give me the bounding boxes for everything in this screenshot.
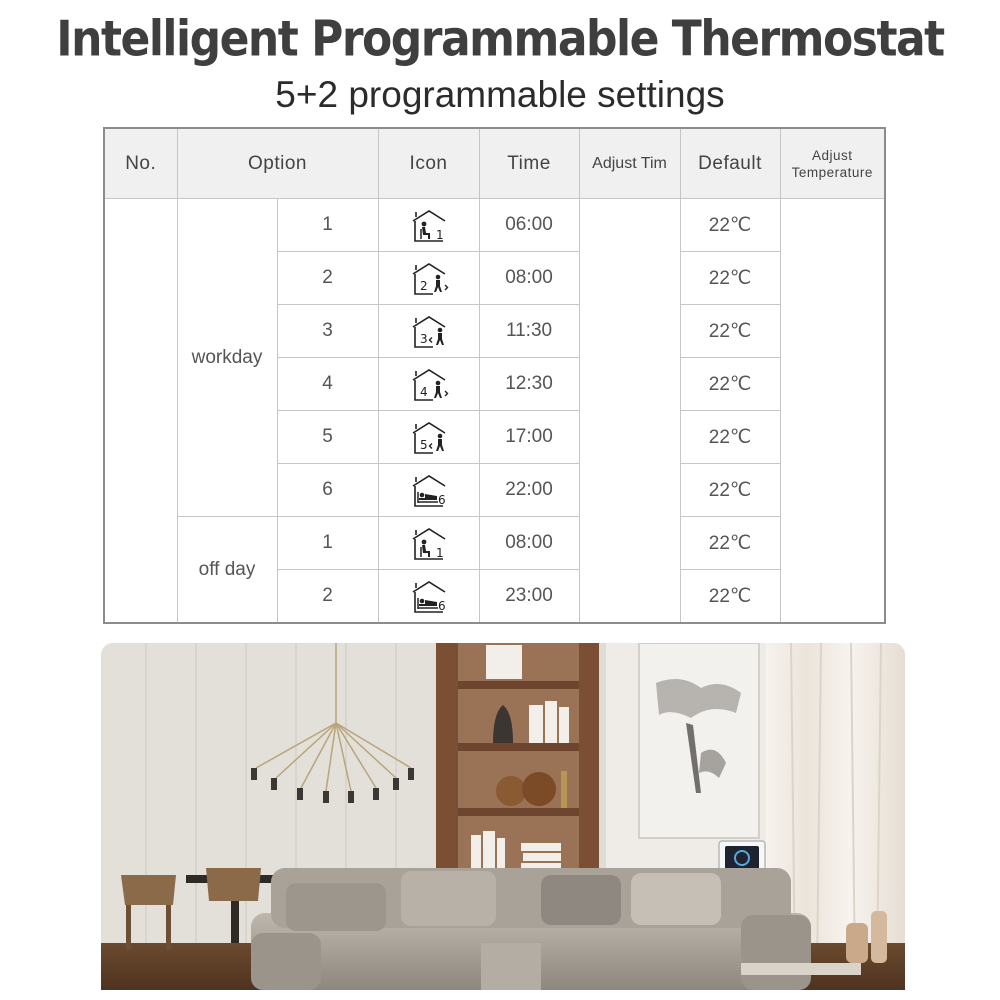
icon-cell [378, 305, 479, 358]
table-row [104, 517, 885, 570]
default-temp: 22℃ [680, 305, 780, 358]
time-value: 17:00 [479, 411, 579, 464]
table-row [104, 199, 885, 252]
icon-cell [378, 517, 479, 570]
default-temp: 22℃ [680, 358, 780, 411]
return-home-icon [409, 311, 449, 351]
adjust-temp-cell [780, 199, 885, 624]
row-number: 3 [277, 305, 378, 358]
row-number: 1 [277, 517, 378, 570]
adjust-time-cell [579, 199, 680, 624]
default-temp: 22℃ [680, 411, 780, 464]
table-header-row [104, 128, 885, 199]
icon-cell [378, 358, 479, 411]
time-value: 08:00 [479, 252, 579, 305]
leave-home-icon [409, 258, 449, 298]
no-cell [104, 199, 177, 624]
schedule-table [103, 127, 886, 624]
col-header-time: Time [479, 128, 579, 199]
time-value: 08:00 [479, 517, 579, 570]
svg-text:4: 4 [419, 385, 428, 399]
default-temp: 22℃ [680, 199, 780, 252]
time-value: 06:00 [479, 199, 579, 252]
leave-home-icon [409, 364, 449, 404]
row-number: 2 [277, 570, 378, 624]
col-header-no: No. [104, 128, 177, 199]
default-temp: 22℃ [680, 570, 780, 624]
col-header-icon: Icon [378, 128, 479, 199]
row-number: 6 [277, 464, 378, 517]
col-header-option: Option [177, 128, 378, 199]
svg-text:1: 1 [435, 546, 444, 560]
home-sitting-icon [409, 523, 449, 563]
time-value: 11:30 [479, 305, 579, 358]
page-title: Intelligent Programmable Thermostat [56, 10, 944, 69]
sleep-icon [409, 576, 449, 616]
sleep-icon [409, 470, 449, 510]
default-temp: 22℃ [680, 252, 780, 305]
row-number: 5 [277, 411, 378, 464]
svg-text:2: 2 [419, 279, 428, 293]
icon-cell [378, 199, 479, 252]
row-number: 4 [277, 358, 378, 411]
living-room-illustration [101, 643, 905, 990]
row-number: 1 [277, 199, 378, 252]
col-header-default: Default [680, 128, 780, 199]
group-label-off-day: off day [177, 517, 277, 624]
page-subtitle: 5+2 programmable settings [275, 74, 725, 115]
icon-cell [378, 464, 479, 517]
time-value: 23:00 [479, 570, 579, 624]
col-header-adjust-time: Adjust Tim [579, 128, 680, 199]
living-room-photo [101, 643, 905, 990]
home-sitting-icon [409, 205, 449, 245]
svg-text:6: 6 [437, 493, 446, 507]
svg-text:1: 1 [435, 228, 444, 242]
icon-cell [378, 411, 479, 464]
row-number: 2 [277, 252, 378, 305]
col-header-adjust-temperature: Adjust Temperature [780, 128, 885, 199]
default-temp: 22℃ [680, 464, 780, 517]
svg-text:3: 3 [419, 332, 428, 346]
default-temp: 22℃ [680, 517, 780, 570]
svg-text:5: 5 [419, 438, 428, 452]
return-home-icon [409, 417, 449, 457]
group-label-workday: workday [177, 199, 277, 517]
time-value: 12:30 [479, 358, 579, 411]
time-value: 22:00 [479, 464, 579, 517]
icon-cell [378, 570, 479, 624]
icon-cell [378, 252, 479, 305]
svg-text:6: 6 [437, 599, 446, 613]
